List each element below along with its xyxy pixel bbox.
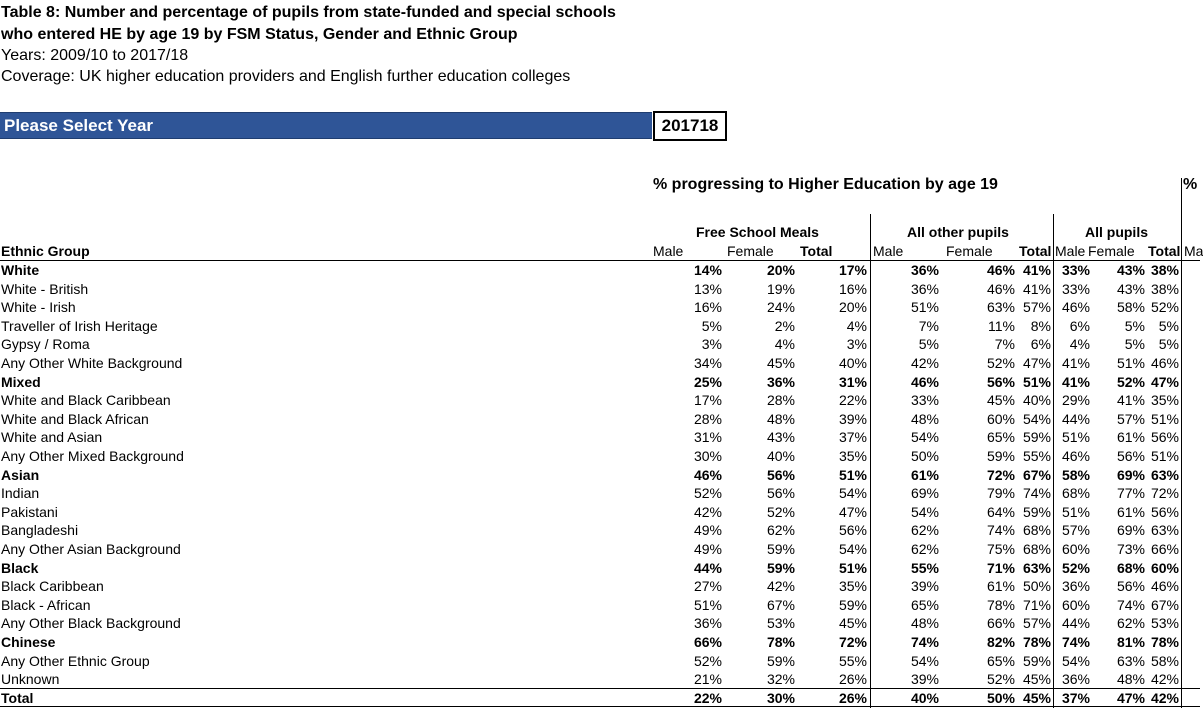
table-cell: 62% — [910, 541, 939, 557]
row-label: White - British — [1, 280, 89, 297]
table-cell: 63% — [1150, 522, 1179, 539]
row-label: Black — [1, 559, 39, 576]
table-cell: 47% — [838, 503, 867, 520]
table-cell: 47% — [1150, 373, 1179, 390]
table-cell: 7% — [994, 336, 1015, 353]
table-cell: 65% — [910, 596, 939, 613]
table-cell: 44% — [1061, 410, 1090, 427]
row-label: Black Caribbean — [1, 578, 104, 595]
table-cell: 51% — [1022, 373, 1051, 390]
section-title-next: % — [1183, 176, 1198, 193]
table-cell: 42% — [1150, 689, 1179, 706]
table-row — [0, 503, 1200, 522]
table-cell: 16% — [838, 280, 867, 297]
table-cell: 63% — [1150, 466, 1179, 483]
table-cell: 69% — [1116, 466, 1145, 483]
table-row — [0, 391, 1200, 410]
report-title-line1: Table 8: Number and percentage of pupils from state-funded and special schools — [1, 4, 616, 21]
table-cell: 66% — [986, 615, 1015, 632]
table-cell: 34% — [693, 355, 722, 371]
row-label: White and Asian — [1, 429, 103, 446]
group-header-all: All pupils — [1085, 224, 1148, 240]
table-cell: 4% — [774, 336, 795, 353]
table-cell: 51% — [1061, 503, 1090, 520]
table-cell: 46% — [1061, 448, 1090, 464]
table-cell: 74% — [986, 522, 1015, 539]
table-cell: 60% — [986, 410, 1015, 427]
table-cell: 45% — [766, 355, 795, 371]
table-cell: 40% — [910, 689, 939, 706]
table-cell: 21% — [693, 671, 722, 688]
table-cell: 13% — [693, 280, 722, 297]
table-cell: 56% — [766, 466, 795, 483]
table-row — [0, 689, 1200, 708]
table-cell: 46% — [986, 280, 1015, 297]
table-cell: 50% — [910, 448, 939, 464]
table-cell: 35% — [838, 448, 867, 464]
table-cell: 39% — [910, 671, 939, 688]
table-cell: 22% — [838, 392, 867, 409]
table-row — [0, 410, 1200, 429]
table-cell: 30% — [766, 689, 795, 706]
row-label: Unknown — [1, 671, 60, 688]
table-cell: 78% — [1150, 634, 1179, 650]
table-row — [0, 614, 1200, 633]
report-title-line2: who entered HE by age 19 by FSM Status, Gender and Ethnic Group — [1, 26, 518, 43]
row-label: Indian — [1, 485, 40, 502]
row-label: Any Other White Background — [1, 355, 183, 371]
table-cell: 44% — [693, 559, 722, 576]
table-cell: 43% — [1116, 280, 1145, 297]
table-cell: 7% — [918, 317, 939, 334]
table-row — [0, 261, 1200, 280]
table-cell: 31% — [693, 429, 722, 446]
table-cell: 20% — [766, 262, 795, 278]
table-cell: 57% — [1022, 615, 1051, 632]
table-cell: 60% — [1061, 541, 1090, 557]
table-cell: 39% — [910, 578, 939, 595]
table-cell: 46% — [1150, 578, 1179, 595]
table-cell: 59% — [766, 652, 795, 669]
table-cell: 36% — [910, 262, 939, 278]
table-row — [0, 521, 1200, 540]
table-cell: 75% — [986, 541, 1015, 557]
table-cell: 31% — [838, 373, 867, 390]
table-row — [0, 484, 1200, 503]
table-cell: 61% — [986, 578, 1015, 595]
table-cell: 48% — [910, 410, 939, 427]
row-label: Gypsy / Roma — [1, 336, 90, 353]
table-cell: 5% — [701, 317, 722, 334]
col-header-other-total: Total — [1019, 243, 1052, 259]
table-cell: 51% — [1061, 429, 1090, 446]
row-label: White — [1, 262, 40, 278]
table-cell: 50% — [1022, 578, 1051, 595]
table-cell: 62% — [766, 522, 795, 539]
row-label: White - Irish — [1, 299, 76, 316]
table-cell: 2% — [774, 317, 795, 334]
table-cell: 56% — [838, 522, 867, 539]
table-cell: 59% — [766, 541, 795, 557]
table-cell: 40% — [766, 448, 795, 464]
col-header-fsm-female: Female — [727, 243, 774, 259]
table-cell: 24% — [766, 299, 795, 316]
table-cell: 74% — [910, 634, 939, 650]
table-cell: 51% — [1116, 355, 1145, 371]
row-label: Total — [1, 689, 34, 706]
table-cell: 6% — [1069, 317, 1090, 334]
table-cell: 66% — [1150, 541, 1179, 557]
table-cell: 5% — [1124, 336, 1145, 353]
table-cell: 35% — [1150, 392, 1179, 409]
col-header-ethnic-group: Ethnic Group — [1, 243, 90, 259]
table-cell: 51% — [1150, 448, 1179, 464]
table-cell: 45% — [1022, 689, 1051, 706]
table-row — [0, 559, 1200, 578]
table-cell: 36% — [693, 615, 722, 632]
table-row — [0, 373, 1200, 392]
table-cell: 16% — [693, 299, 722, 316]
col-header-all-female: Female — [1088, 243, 1135, 259]
table-cell: 36% — [766, 373, 795, 390]
table-cell: 55% — [838, 652, 867, 669]
table-cell: 41% — [1061, 373, 1090, 390]
table-row — [0, 354, 1200, 373]
table-cell: 74% — [1116, 596, 1145, 613]
row-label: White and Black Caribbean — [1, 392, 171, 409]
table-cell: 48% — [910, 615, 939, 632]
table-cell: 49% — [693, 541, 722, 557]
table-row — [0, 633, 1200, 652]
table-cell: 32% — [766, 671, 795, 688]
table-cell: 42% — [766, 578, 795, 595]
table-cell: 71% — [1022, 596, 1051, 613]
table-cell: 52% — [986, 355, 1015, 371]
table-cell: 37% — [1061, 689, 1090, 706]
table-row — [0, 652, 1200, 671]
row-label: Asian — [1, 466, 40, 483]
table-cell: 54% — [838, 485, 867, 502]
table-cell: 5% — [1158, 317, 1179, 334]
table-cell: 82% — [986, 634, 1015, 650]
table-row — [0, 670, 1200, 689]
table-cell: 69% — [910, 485, 939, 502]
row-label: Any Other Ethnic Group — [1, 652, 150, 669]
years-line: Years: 2009/10 to 2017/18 — [1, 47, 189, 64]
table-cell: 11% — [988, 317, 1015, 334]
table-cell: 4% — [846, 317, 867, 334]
table-row — [0, 596, 1200, 615]
table-cell: 46% — [986, 262, 1015, 278]
table-cell: 54% — [910, 503, 939, 520]
table-cell: 54% — [910, 652, 939, 669]
table-cell: 19% — [766, 280, 795, 297]
table-row — [0, 466, 1200, 485]
table-cell: 45% — [838, 615, 867, 632]
table-cell: 8% — [1030, 317, 1051, 334]
table-cell: 59% — [838, 596, 867, 613]
table-cell: 68% — [1116, 559, 1145, 576]
table-cell: 5% — [1124, 317, 1145, 334]
table-cell: 71% — [986, 559, 1015, 576]
coverage-line: Coverage: UK higher education providers and English further education colleges — [1, 68, 571, 85]
table-cell: 49% — [693, 522, 722, 539]
table-cell: 51% — [693, 596, 722, 613]
table-cell: 5% — [1158, 336, 1179, 353]
col-header-other-male: Male — [873, 243, 904, 259]
table-cell: 55% — [910, 559, 939, 576]
table-cell: 59% — [1022, 503, 1051, 520]
table-cell: 26% — [838, 689, 867, 706]
table-cell: 58% — [1116, 299, 1145, 316]
table-cell: 40% — [838, 355, 867, 371]
table-cell: 47% — [1116, 689, 1145, 706]
table-cell: 52% — [986, 671, 1015, 688]
table-cell: 41% — [1116, 392, 1145, 409]
table-cell: 41% — [1022, 262, 1051, 278]
table-cell: 26% — [838, 671, 867, 688]
table-cell: 61% — [1116, 503, 1145, 520]
col-header-next-male: Ma — [1184, 243, 1203, 259]
table-cell: 63% — [1022, 559, 1051, 576]
table-cell: 72% — [838, 634, 867, 650]
table-cell: 14% — [693, 262, 722, 278]
table-cell: 57% — [1061, 522, 1090, 539]
select-year-label-bar: Please Select Year — [0, 112, 652, 139]
table-cell: 44% — [1061, 615, 1090, 632]
table-cell: 60% — [1150, 559, 1179, 576]
col-header-fsm-male: Male — [653, 243, 684, 259]
table-row — [0, 317, 1200, 336]
table-cell: 46% — [910, 373, 939, 390]
table-cell: 67% — [1022, 466, 1051, 483]
table-cell: 64% — [986, 503, 1015, 520]
table-row — [0, 335, 1200, 354]
table-cell: 33% — [910, 392, 939, 409]
table-row — [0, 540, 1200, 559]
table-cell: 59% — [1022, 652, 1051, 669]
table-cell: 72% — [986, 466, 1015, 483]
table-cell: 54% — [910, 429, 939, 446]
col-header-fsm-total: Total — [800, 243, 833, 259]
row-label: Any Other Mixed Background — [1, 448, 184, 464]
table-cell: 41% — [1061, 355, 1090, 371]
table-cell: 42% — [910, 355, 939, 371]
table-cell: 36% — [1061, 578, 1090, 595]
table-cell: 62% — [1116, 615, 1145, 632]
table-cell: 56% — [1116, 578, 1145, 595]
table-cell: 56% — [1150, 503, 1179, 520]
table-cell: 79% — [986, 485, 1015, 502]
table-row — [0, 280, 1200, 299]
row-label: Pakistani — [1, 503, 58, 520]
table-cell: 51% — [838, 559, 867, 576]
table-cell: 65% — [986, 652, 1015, 669]
table-cell: 43% — [1116, 262, 1145, 278]
table-cell: 20% — [838, 299, 867, 316]
table-cell: 4% — [1069, 336, 1090, 353]
table-cell: 56% — [766, 485, 795, 502]
table-cell: 61% — [1116, 429, 1145, 446]
table-cell: 63% — [986, 299, 1015, 316]
table-cell: 78% — [766, 634, 795, 650]
table-cell: 67% — [1150, 596, 1179, 613]
table-cell: 42% — [693, 503, 722, 520]
table-cell: 27% — [693, 578, 722, 595]
table-cell: 57% — [1022, 299, 1051, 316]
table-cell: 51% — [1150, 410, 1179, 427]
table-cell: 56% — [1116, 448, 1145, 464]
table-cell: 35% — [838, 578, 867, 595]
row-label: Mixed — [1, 373, 41, 390]
row-label: White and Black African — [1, 410, 149, 427]
table-cell: 28% — [766, 392, 795, 409]
table-cell: 40% — [1022, 392, 1051, 409]
table-cell: 45% — [1022, 671, 1051, 688]
table-cell: 42% — [1150, 671, 1179, 688]
table-cell: 74% — [1061, 634, 1090, 650]
table-cell: 81% — [1116, 634, 1145, 650]
table-cell: 60% — [1061, 596, 1090, 613]
table-cell: 52% — [766, 503, 795, 520]
row-label: Any Other Black Background — [1, 615, 181, 632]
table-row — [0, 298, 1200, 317]
table-cell: 43% — [766, 429, 795, 446]
section-title: % progressing to Higher Education by age 19 — [653, 176, 998, 193]
table-cell: 56% — [1150, 429, 1179, 446]
table-cell: 77% — [1116, 485, 1145, 502]
table-row — [0, 447, 1200, 466]
table-cell: 17% — [838, 262, 867, 278]
table-cell: 50% — [986, 689, 1015, 706]
col-header-all-male: Male — [1055, 243, 1086, 259]
table-cell: 69% — [1116, 522, 1145, 539]
table-cell: 78% — [1022, 634, 1051, 650]
table-cell: 63% — [1116, 652, 1145, 669]
table-cell: 54% — [1022, 410, 1051, 427]
table-cell: 56% — [986, 373, 1015, 390]
table-cell: 38% — [1150, 262, 1179, 278]
table-cell: 36% — [1061, 671, 1090, 688]
table-cell: 22% — [693, 689, 722, 706]
table-cell: 46% — [1150, 355, 1179, 371]
table-cell: 6% — [1030, 336, 1051, 353]
table-cell: 47% — [1022, 355, 1051, 371]
table-cell: 3% — [846, 336, 867, 353]
row-label: Bangladeshi — [1, 522, 79, 539]
table-cell: 17% — [693, 392, 722, 409]
table-cell: 52% — [1116, 373, 1145, 390]
table-cell: 3% — [701, 336, 722, 353]
row-label: Any Other Asian Background — [1, 541, 181, 557]
table-cell: 25% — [693, 373, 722, 390]
table-cell: 65% — [986, 429, 1015, 446]
table-cell: 72% — [1150, 485, 1179, 502]
table-cell: 48% — [766, 410, 795, 427]
table-cell: 52% — [693, 485, 722, 502]
table-cell: 58% — [1150, 652, 1179, 669]
table-cell: 29% — [1061, 392, 1090, 409]
col-header-other-female: Female — [946, 243, 993, 259]
group-header-other: All other pupils — [907, 224, 1009, 240]
table-cell: 73% — [1116, 541, 1145, 557]
table-row — [0, 428, 1200, 447]
row-label: Traveller of Irish Heritage — [1, 317, 158, 334]
table-row — [0, 577, 1200, 596]
row-label: Black - African — [1, 596, 91, 613]
table-cell: 58% — [1061, 466, 1090, 483]
table-cell: 48% — [1116, 671, 1145, 688]
table-cell: 52% — [1150, 299, 1179, 316]
table-cell: 67% — [766, 596, 795, 613]
table-cell: 33% — [1061, 262, 1090, 278]
table-cell: 46% — [1061, 299, 1090, 316]
table-cell: 74% — [1022, 485, 1051, 502]
table-cell: 78% — [986, 596, 1015, 613]
table-cell: 68% — [1022, 541, 1051, 557]
table-cell: 54% — [838, 541, 867, 557]
table-cell: 28% — [693, 410, 722, 427]
table-cell: 68% — [1022, 522, 1051, 539]
table-cell: 39% — [838, 410, 867, 427]
table-cell: 51% — [910, 299, 939, 316]
table-cell: 33% — [1061, 280, 1090, 297]
table-cell: 53% — [766, 615, 795, 632]
col-header-all-total: Total — [1148, 243, 1181, 259]
table-cell: 51% — [838, 466, 867, 483]
table-cell: 52% — [693, 652, 722, 669]
table-cell: 61% — [910, 466, 939, 483]
table-cell: 57% — [1116, 410, 1145, 427]
table-cell: 59% — [986, 448, 1015, 464]
table-cell: 54% — [1061, 652, 1090, 669]
table-cell: 5% — [918, 336, 939, 353]
row-label: Chinese — [1, 634, 56, 650]
table-cell: 37% — [838, 429, 867, 446]
table-cell: 41% — [1022, 280, 1051, 297]
table-cell: 68% — [1061, 485, 1090, 502]
table-cell: 53% — [1150, 615, 1179, 632]
table-cell: 45% — [986, 392, 1015, 409]
table-cell: 38% — [1150, 280, 1179, 297]
table-cell: 36% — [910, 280, 939, 297]
table-cell: 59% — [1022, 429, 1051, 446]
table-cell: 62% — [910, 522, 939, 539]
table-cell: 30% — [693, 448, 722, 464]
table-cell: 55% — [1022, 448, 1051, 464]
table-cell: 66% — [693, 634, 722, 650]
year-select-box[interactable]: 201718 — [653, 111, 727, 141]
table-cell: 52% — [1061, 559, 1090, 576]
table-cell: 46% — [693, 466, 722, 483]
group-header-fsm: Free School Meals — [696, 224, 819, 240]
table-cell: 59% — [766, 559, 795, 576]
